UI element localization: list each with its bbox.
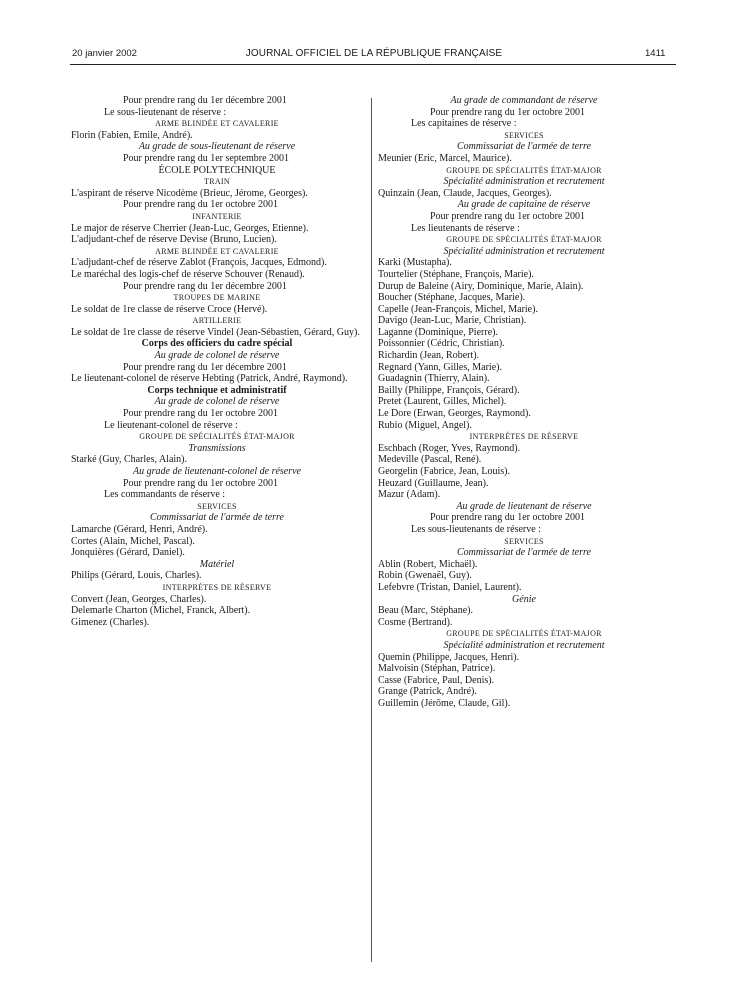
appointment-intro: Les sous-lieutenants de réserve : [411,523,541,535]
officer-entry: Bailly (Philippe, François, Gérard). [378,384,520,396]
officer-entry: Lamarche (Gérard, Henri, André). [71,523,208,535]
appointment-intro: Le sous-lieutenant de réserve : [104,106,227,118]
grade-heading: Au grade de lieutenant de réserve [456,500,592,512]
section-heading: INTERPRÈTES DE RÉSERVE [162,582,272,592]
officer-entry: Casse (Fabrice, Paul, Denis). [378,674,495,686]
officer-entry: Quinzain (Jean, Claude, Jacques, Georges). [378,187,552,199]
rank-date: Pour prendre rang du 1er octobre 2001 [123,477,278,489]
officer-entry: Davigo (Jean-Luc, Marie, Christian). [378,315,527,327]
officer-entry: Laganne (Dominique, Pierre). [378,326,498,338]
section-heading: SERVICES [504,130,544,140]
officer-entry: Richardin (Jean, Robert). [378,350,480,362]
grade-heading: Au grade de colonel de réserve [154,396,280,408]
header-date: 20 janvier 2002 [72,48,137,59]
section-heading: GROUPE DE SPÉCIALITÉS ÉTAT-MAJOR [446,165,602,175]
grade-heading: Transmissions [188,442,246,454]
grade-heading: Spécialité administration et recrutement [443,176,605,188]
officer-entry: Guillemin (Jérôme, Claude, Gil). [378,697,511,709]
officer-entry: Mazur (Adam). [378,489,441,501]
officer-entry: Le Dore (Erwan, Georges, Raymond). [378,408,531,420]
rank-date: Pour prendre rang du 1er décembre 2001 [123,280,287,292]
appointment-intro: Les capitaines de réserve : [411,118,517,130]
officer-entry: Ablin (Robert, Michaël). [378,558,478,570]
officer-entry: Convert (Jean, Georges, Charles). [71,593,207,605]
officer-entry: Gimenez (Charles). [71,616,150,628]
grade-heading: Commissariat de l'armée de terre [457,547,591,559]
officer-entry: Florin (Fabien, Emile, André). [71,129,193,141]
grade-heading: Commissariat de l'armée de terre [457,141,591,153]
officer-entry: Durup de Baleine (Airy, Dominique, Marie, Alain). [378,280,584,292]
section-heading: ARME BLINDÉE ET CAVALERIE [155,119,279,129]
grade-heading: Au grade de sous-lieutenant de réserve [138,141,296,153]
school-heading: ÉCOLE POLYTECHNIQUE [158,164,276,176]
grade-heading: Matériel [199,558,235,570]
rank-date: Pour prendre rang du 1er décembre 2001 [123,95,287,106]
header-rule [70,64,676,65]
officer-entry: Grange (Patrick, André). [378,686,477,698]
officer-entry: Capelle (Jean-François, Michel, Marie). [378,303,538,315]
officer-entry: Georgelin (Fabrice, Jean, Louis). [378,466,510,477]
page-number: 1411 [645,48,666,59]
grade-heading: Au grade de colonel de réserve [154,350,280,362]
left-column [71,95,363,628]
officer-entry: Tourtelier (Stéphane, François, Marie). [378,268,534,280]
officer-entry: Malvoisin (Stéphan, Patrice). [378,663,496,675]
grade-heading: Génie [512,593,536,605]
section-heading: GROUPE DE SPÉCIALITÉS ÉTAT-MAJOR [446,235,602,245]
officer-entry: Jonquières (Gérard, Daniel). [71,547,185,559]
section-heading: TROUPES DE MARINE [173,293,261,303]
officer-entry: L'adjudant-chef de réserve Zablot (François, Jacques, Edmond). [71,257,327,269]
officer-entry: Quemin (Philippe, Jacques, Henri). [378,651,520,663]
officer-entry: Boucher (Stéphane, Jacques, Marie). [378,292,526,304]
section-heading: INFANTERIE [192,211,242,221]
rank-date: Pour prendre rang du 1er octobre 2001 [123,408,278,420]
officer-entry: Karki (Mustapha). [378,257,452,269]
corps-heading: Corps technique et administratif [147,384,287,396]
officer-entry: Pretet (Laurent, Gilles, Michel). [378,396,507,408]
officer-entry: L'adjudant-chef de réserve Devise (Bruno, Lucien). [71,234,277,246]
grade-heading: Au grade de capitaine de réserve [457,199,591,211]
officer-entry: Robin (Gwenaël, Guy). [378,570,472,582]
officer-entry: Meunier (Eric, Marcel, Maurice). [378,152,512,164]
rank-date: Pour prendre rang du 1er octobre 2001 [430,512,585,524]
officer-entry: Cortes (Alain, Michel, Pascal). [71,535,195,547]
officer-entry: Le maréchal des logis-chef de réserve Schouver (Renaud). [71,268,305,280]
grade-heading: Au grade de lieutenant-colonel de réserve [133,466,301,477]
section-heading: SERVICES [504,536,544,546]
officer-entry: Heuzard (Guillaume, Jean). [378,477,489,489]
officer-entry: Eschbach (Roger, Yves, Raymond). [378,442,521,454]
officer-entry: Le soldat de 1re classe de réserve Croce (Hervé). [71,303,268,315]
appointment-intro: Les lieutenants de réserve : [411,222,520,234]
grade-heading: Spécialité administration et recrutement [443,245,605,257]
officer-entry: Rubio (Miguel, Angel). [378,419,472,431]
rank-date: Pour prendre rang du 1er décembre 2001 [123,361,287,373]
section-heading: TRAIN [204,177,230,187]
officer-entry: Poissonnier (Cédric, Christian). [378,338,505,350]
appointment-intro: Le lieutenant-colonel de réserve : [104,419,238,431]
rank-date: Pour prendre rang du 1er octobre 2001 [430,106,585,118]
rank-date: Pour prendre rang du 1er octobre 2001 [430,210,585,222]
journal-title: JOURNAL OFFICIEL DE LA RÉPUBLIQUE FRANÇAISE [245,48,503,59]
right-column [378,95,670,709]
officer-entry: L'aspirant de réserve Nicodème (Brieuc, Jérome, Georges). [71,187,308,199]
officer-entry: Le lieutenant-colonel de réserve Hebting (Patrick, André, Raymond). [71,373,348,385]
officer-entry: Starké (Guy, Charles, Alain). [71,454,187,466]
grade-heading: Au grade de commandant de réserve [450,95,598,106]
corps-heading: Corps des officiers du cadre spécial [141,338,293,350]
column-divider [371,98,372,962]
section-heading: GROUPE DE SPÉCIALITÉS ÉTAT-MAJOR [446,629,602,639]
section-heading: ARTILLERIE [192,316,242,326]
officer-entry: Philips (Gérard, Louis, Charles). [71,570,202,582]
rank-date: Pour prendre rang du 1er octobre 2001 [123,199,278,211]
officer-entry: Beau (Marc, Stéphane). [378,605,473,617]
section-heading: SERVICES [197,501,237,511]
officer-entry: Medeville (Pascal, René). [378,454,482,466]
officer-entry: Le major de réserve Cherrier (Jean-Luc, Georges, Etienne). [71,222,309,234]
officer-entry: Lefebvre (Tristan, Daniel, Laurent). [378,581,522,593]
section-heading: ARME BLINDÉE ET CAVALERIE [155,246,279,256]
officer-entry: Regnard (Yann, Gilles, Marie). [378,361,502,373]
section-heading: GROUPE DE SPÉCIALITÉS ÉTAT-MAJOR [139,432,295,442]
appointment-intro: Les commandants de réserve : [104,489,226,501]
rank-date: Pour prendre rang du 1er septembre 2001 [123,152,290,164]
officer-entry: Cosme (Bertrand). [378,616,453,628]
officer-entry: Le soldat de 1re classe de réserve Vindel (Jean-Sébastien, Gérard, Guy). [71,326,360,338]
officer-entry: Delemarle Charton (Michel, Franck, Albert). [71,605,251,617]
officer-entry: Guadagnin (Thierry, Alain). [378,373,490,385]
section-heading: INTERPRÈTES DE RÉSERVE [469,432,579,442]
grade-heading: Spécialité administration et recrutement [443,639,605,651]
grade-heading: Commissariat de l'armée de terre [150,512,284,524]
